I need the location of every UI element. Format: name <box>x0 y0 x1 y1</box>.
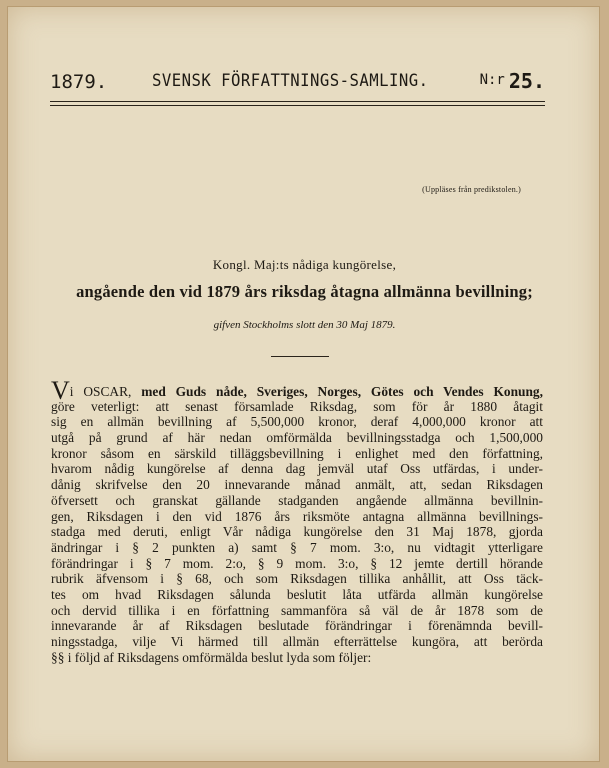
royal-title: med Guds nåde, Sveriges, Norges, Götes och Vendes Konung, <box>141 384 543 399</box>
body-line: ningsstadga, vilje Vi härmed till allmän efterrättelse kungöra, att berörda <box>51 634 543 649</box>
body-line: och dervid tillika i en författning sammanföra så väl de år 1878 som de <box>51 602 543 618</box>
header-rule-thick <box>50 101 545 102</box>
body-line: dånig skrifvelse den 20 innevarande månad anmält, att, sedan Riksdagen <box>51 477 543 493</box>
dropcap-letter: V <box>51 376 70 405</box>
header-series-title: SVENSK FÖRFATTNINGS-SAMLING. <box>152 71 429 91</box>
header-number <box>480 69 545 93</box>
header-rule-thin <box>50 105 545 106</box>
decree-heading: angående den vid 1879 års riksdag åtagna allmänna bevillning; <box>76 282 533 301</box>
body-line: §§ i följd af Riksdagens omförmälda beslut lyda som följer: <box>51 649 372 665</box>
body-line: kronor såsom en särskild tilläggsbevillning i enlighet med den författning, <box>51 445 543 461</box>
body-line: utgå på grund af här nedan omförmälda bevillningsstadga och 1,500,000 <box>51 430 543 446</box>
body-line: ändringar i § 2 punkten a) samt § 7 mom. 3:o, nu vidtagit ytterligare <box>51 539 543 555</box>
body-line: rubrik äfvensom i § 68, och som Riksdagen tillika anhållit, att Oss täck- <box>51 571 543 587</box>
section-divider <box>271 356 329 357</box>
body-line: öfversett och granskat gällande stadganden angående allmänna bevillnin- <box>51 492 543 508</box>
body-line: sig en allmän bevillning af 5,500,000 kronor, deraf 4,000,000 kronor att <box>51 414 543 430</box>
document-page <box>7 6 600 762</box>
body-opening-line <box>51 376 543 405</box>
page-header <box>50 67 545 97</box>
body-line: göre veterligt: att senast församlade Riksdag, som för år 1880 åtagit <box>51 398 543 414</box>
body-line: innevarande år af Riksdagen beslutade förändringar i förenämnda bevill- <box>51 618 543 634</box>
body-line: gen, Riksdagen i den vid 1876 års riksmöte antagna allmänna bevillnings- <box>51 508 543 524</box>
decree-given-line: gifven Stockholms slott den 30 Maj 1879. <box>213 319 396 331</box>
reading-note: (Uppläses från predikstolen.) <box>422 185 521 194</box>
body-line: tes om hvad Riksdagen sålunda beslutit låta utfärda allmän kungörelse <box>51 586 543 602</box>
header-number-prefix: N:r <box>479 72 505 88</box>
decree-kungl-line: Kongl. Maj:ts nådiga kungörelse, <box>212 257 397 272</box>
body-line: hvarom nådig kungörelse af denna dag jemväl utaf Oss utfärdas, i under- <box>51 461 543 477</box>
body-line: förändringar i § 7 mom. 2:o, § 9 mom. 3:o, § 12 jemte dertill hörande <box>51 555 543 571</box>
header-number-value: 25. <box>508 69 545 93</box>
opening-rest: i OSCAR, <box>69 384 132 399</box>
body-line: stadga med deruti, enligt Vår nådiga kungörelse den 31 Maj 1878, gjorda <box>51 524 543 540</box>
header-year: 1879. <box>50 71 108 93</box>
decree-body <box>51 376 543 665</box>
